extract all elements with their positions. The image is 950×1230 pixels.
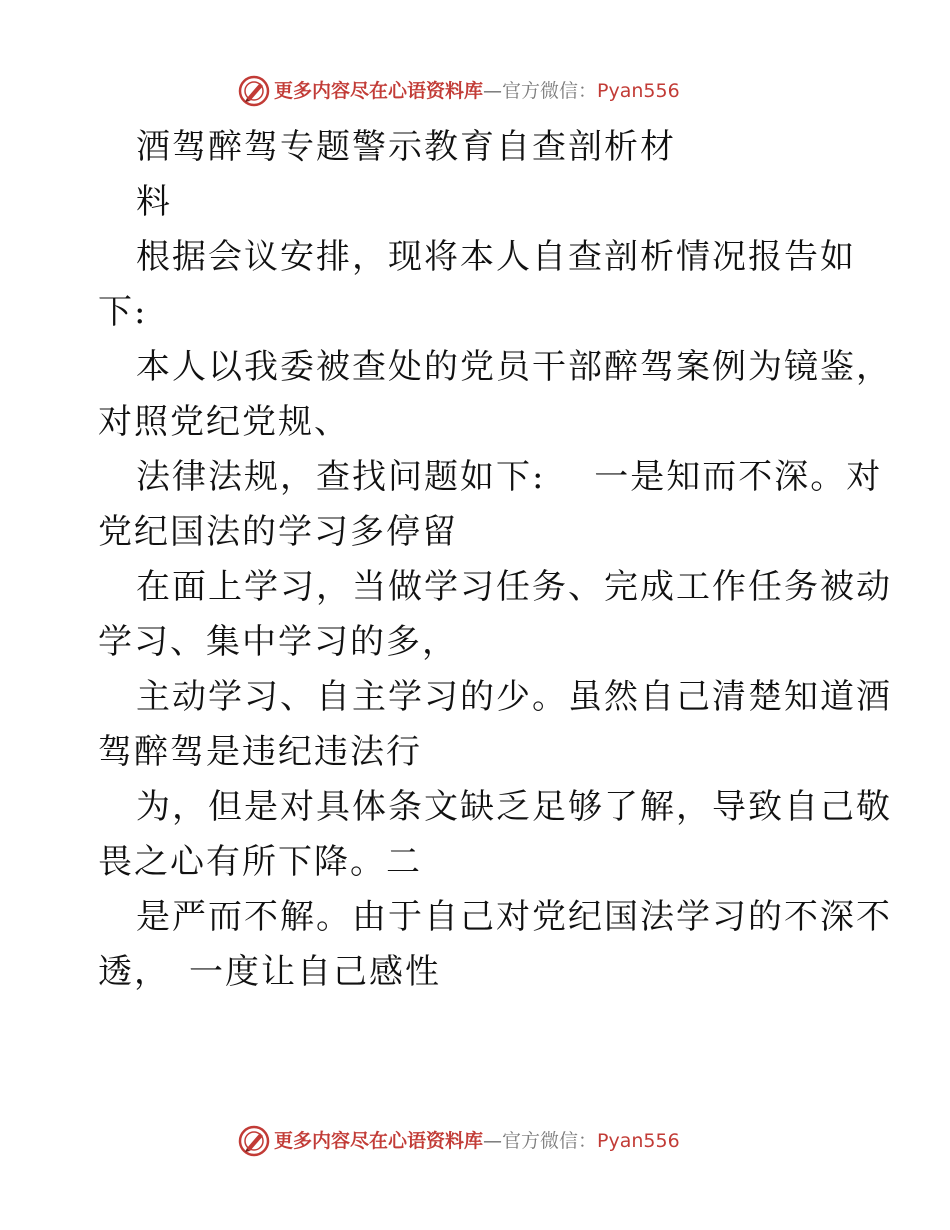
watermark-account-id: Pyan556 — [597, 1129, 680, 1152]
pen-logo-icon — [238, 75, 270, 107]
watermark-separator: — — [483, 1129, 503, 1152]
paragraph-line: 为，但是对具体条文缺乏足够了解，导致自己敬 — [136, 787, 892, 827]
document-body — [98, 120, 892, 1000]
watermark-label: 官方微信： — [502, 1129, 598, 1152]
title-line-2: 料 — [136, 182, 172, 222]
paragraph-line: 法律法规，查找问题如下: 一是知而不深。对 — [136, 457, 883, 497]
paragraph-line: 在面上学习，当做学习任务、完成工作任务被动 — [136, 567, 892, 607]
paragraph-line: 透， 一度让自己感性 — [98, 952, 441, 992]
watermark-brand: 更多内容尽在心语资料库 — [274, 79, 484, 102]
paragraph-line: 下: — [98, 292, 148, 332]
watermark-separator: — — [483, 79, 503, 102]
watermark-brand: 更多内容尽在心语资料库 — [274, 1129, 484, 1152]
paragraph-line: 是严而不解。由于自己对党纪国法学习的不深不 — [136, 897, 892, 937]
watermark-account-id: Pyan556 — [597, 79, 680, 102]
watermark-label: 官方微信： — [502, 79, 598, 102]
paragraph-line: 学习、集中学习的多， — [98, 622, 458, 662]
paragraph-line: 党纪国法的学习多停留 — [98, 512, 458, 552]
paragraph-line: 根据会议安排，现将本人自查剖析情况报告如 — [136, 237, 856, 277]
title-line-1: 酒驾醉驾专题警示教育自查剖析材 — [136, 127, 676, 167]
paragraph-line: 本人以我委被查处的党员干部醉驾案例为镜鉴， — [136, 347, 892, 387]
header-watermark — [238, 71, 680, 111]
footer-watermark — [238, 1121, 680, 1161]
paragraph-line: 对照党纪党规、 — [98, 402, 350, 442]
pen-logo-icon — [238, 1125, 270, 1157]
paragraph-line: 主动学习、自主学习的少。虽然自己清楚知道酒 — [136, 677, 892, 717]
paragraph-line: 畏之心有所下降。二 — [98, 842, 422, 882]
paragraph-line: 驾醉驾是违纪违法行 — [98, 732, 422, 772]
